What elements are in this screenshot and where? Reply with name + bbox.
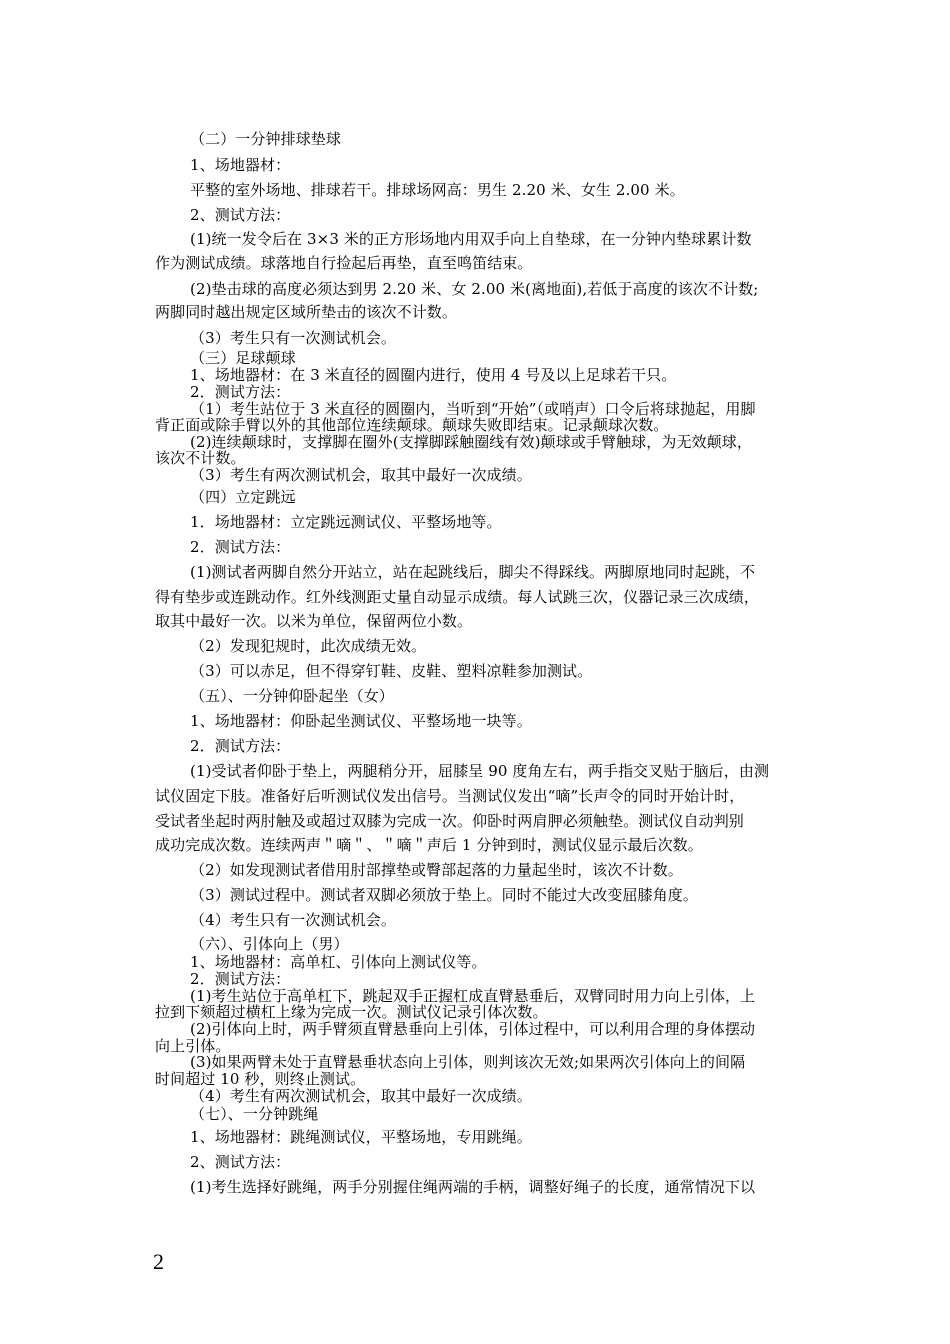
method-heading: 2．测试方法： [190, 383, 291, 401]
text-line: （2）如发现测试者借用肘部撑垫或臀部起落的力量起坐时，该次不计数。 [190, 861, 683, 879]
section-heading-sit-ups: （五）、一分钟仰卧起坐（女） [190, 687, 394, 705]
text-line: （4）考生有两次测试机会，取其中最好一次成绩。 [190, 1087, 532, 1105]
page-number: 2 [153, 1249, 164, 1274]
method-heading: 2．测试方法： [190, 970, 291, 988]
method-heading: 2．测试方法： [190, 737, 291, 755]
text-line: (1)考生站位于高单杠下，跳起双手正握杠成直臂悬垂后，双臂同时用力向上引体，上 [190, 987, 756, 1005]
text-line: (1)考生选择好跳绳，两手分别握住绳两端的手柄，调整好绳子的长度，通常情况下以 [190, 1178, 756, 1196]
method-heading: 2．测试方法： [190, 538, 291, 556]
text-line: （3）可以赤足，但不得穿钉鞋、皮鞋、塑料凉鞋参加测试。 [190, 662, 593, 680]
text-line: (2)引体向上时，两手臂须直臂悬垂向上引体，引体过程中，可以利用合理的身体摆动 [190, 1020, 756, 1038]
text-line: （3）考生只有一次测试机会。 [190, 329, 396, 347]
text-line: 成功完成次数。连续两声＂嘀＂、＂嘀＂声后 1 分钟到时，测试仪显示最后次数。 [155, 836, 703, 854]
equipment-heading: 1、场地器材：跳绳测试仪，平整场地，专用跳绳。 [190, 1128, 532, 1146]
equipment-heading: 1、场地器材：高单杠、引体向上测试仪等。 [190, 953, 487, 971]
method-heading: 2、测试方法： [190, 206, 291, 224]
equipment-heading: 1、场地器材：仰卧起坐测试仪、平整场地一块等。 [190, 712, 532, 730]
text-line: 平整的室外场地、排球若干。排球场网高：男生 2.20 米、女生 2.00 米。 [190, 181, 685, 199]
text-line: 背正面或除手臂以外的其他部位连续颠球。颠球失败即结束。记录颠球次数。 [155, 416, 669, 434]
section-heading-pull-ups: （六）、引体向上（男） [190, 935, 349, 953]
text-line: (3)如果两臂未处于直臂悬垂状态向上引体，则判该次无效;如果两次引体向上的间隔 [190, 1053, 746, 1071]
text-line: (1)测试者两脚自然分开站立，站在起跳线后，脚尖不得踩线。两脚原地同时起跳，不 [190, 563, 756, 581]
text-line: (2)连续颠球时，支撑脚在圈外(支撑脚踩触圈线有效)颠球或手臂触球，为无效颠球， [190, 433, 752, 451]
equipment-heading: 1、场地器材： [190, 156, 291, 174]
text-line: (2)垫击球的高度必须达到男 2.20 米、女 2.00 米(离地面),若低于高度的该次不计数; [190, 280, 759, 298]
text-line: （3）测试过程中。测试者双脚必须放于垫上。同时不能过大改变屈膝角度。 [190, 886, 698, 904]
text-line: (1)统一发令后在 3×3 米的正方形场地内用双手向上自垫球，在一分钟内垫球累计数 [190, 230, 752, 248]
text-line: 两脚同时越出规定区域所垫击的该次不计数。 [155, 303, 458, 321]
text-line: 时间超过 10 秒，则终止测试。 [155, 1070, 366, 1088]
text-line: 得有垫步或连跳动作。红外线测距丈量自动显示成绩。每人试跳三次，仪器记录三次成绩， [155, 588, 760, 606]
text-line: 试仪固定下肢。准备好后听测试仪发出信号。当测试仪发出“嘀”长声令的同时开始计时， [155, 787, 745, 805]
text-line: (1)受试者仰卧于垫上，两腿稍分开，屈膝呈 90 度角左右，两手指交叉贴于脑后，由测 [190, 762, 770, 780]
equipment-heading: 1、场地器材：在 3 米直径的圆圈内进行，使用 4 号及以上足球若干只。 [190, 366, 677, 384]
text-line: 作为测试成绩。球落地自行捡起后再垫，直至鸣笛结束。 [155, 254, 533, 272]
text-line: （1）考生站位于 3 米直径的圆圈内，当听到“开始”（或哨声）口令后将球抛起，用脚 [190, 400, 756, 418]
method-heading: 2、测试方法： [190, 1153, 291, 1171]
text-line: 拉到下颏超过横杠上缘为完成一次。测试仪记录引体次数。 [155, 1003, 548, 1021]
text-line: 取其中最好一次。以米为单位，保留两位小数。 [155, 612, 473, 630]
section-heading-football: （三）足球颠球 [190, 349, 296, 367]
section-heading-rope-skipping: （七）、一分钟跳绳 [190, 1105, 319, 1123]
text-line: （2）发现犯规时，此次成绩无效。 [190, 637, 427, 655]
text-line: 向上引体。 [155, 1037, 231, 1055]
text-line: 受试者坐起时两肘触及或超过双膝为完成一次。仰卧时两肩胛必须触垫。测试仪自动判别 [155, 812, 744, 830]
equipment-heading: 1．场地器材：立定跳远测试仪、平整场地等。 [190, 513, 502, 531]
section-heading-volleyball: （二）一分钟排球垫球 [190, 130, 342, 148]
text-line: （4）考生只有一次测试机会。 [190, 911, 396, 929]
text-line: 该次不计数。 [155, 449, 246, 467]
text-line: （3）考生有两次测试机会，取其中最好一次成绩。 [190, 466, 532, 484]
section-heading-long-jump: （四）立定跳远 [190, 488, 296, 506]
